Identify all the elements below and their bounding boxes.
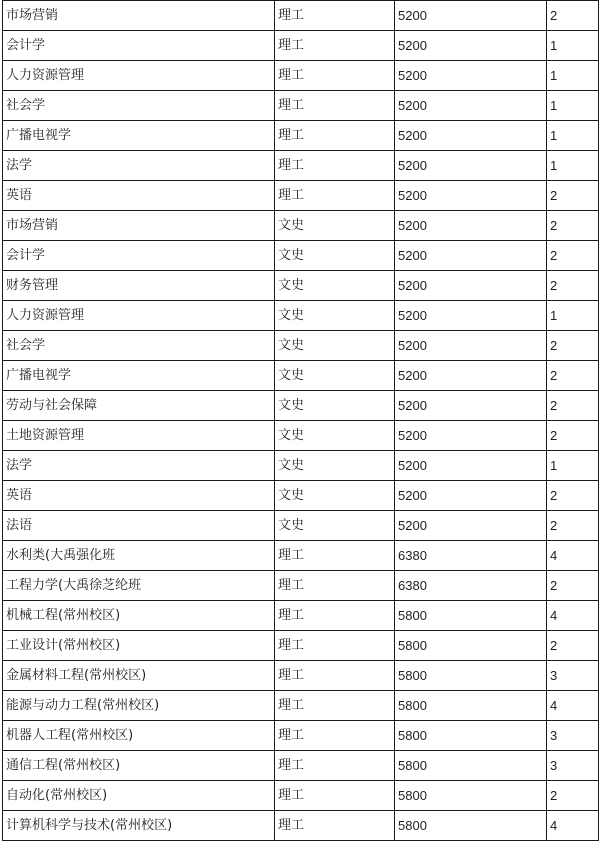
fee-cell: 5800 bbox=[395, 811, 547, 841]
count-cell: 1 bbox=[547, 31, 599, 61]
count-cell: 4 bbox=[547, 541, 599, 571]
count-cell: 2 bbox=[547, 181, 599, 211]
major-cell: 会计学 bbox=[3, 241, 275, 271]
table-row bbox=[3, 121, 599, 151]
category-cell: 文史 bbox=[275, 301, 395, 331]
major-cell: 法学 bbox=[3, 451, 275, 481]
count-cell: 2 bbox=[547, 631, 599, 661]
category-cell: 理工 bbox=[275, 31, 395, 61]
table-row bbox=[3, 241, 599, 271]
fee-cell: 5200 bbox=[395, 271, 547, 301]
table-row bbox=[3, 661, 599, 691]
category-cell: 理工 bbox=[275, 751, 395, 781]
count-cell: 2 bbox=[547, 211, 599, 241]
category-cell: 文史 bbox=[275, 361, 395, 391]
count-cell: 2 bbox=[547, 781, 599, 811]
major-cell: 人力资源管理 bbox=[3, 301, 275, 331]
major-cell: 土地资源管理 bbox=[3, 421, 275, 451]
major-cell: 财务管理 bbox=[3, 271, 275, 301]
fee-cell: 5800 bbox=[395, 631, 547, 661]
count-cell: 1 bbox=[547, 151, 599, 181]
category-cell: 文史 bbox=[275, 511, 395, 541]
count-cell: 4 bbox=[547, 811, 599, 841]
count-cell: 1 bbox=[547, 121, 599, 151]
table-row bbox=[3, 331, 599, 361]
count-cell: 3 bbox=[547, 721, 599, 751]
count-cell: 2 bbox=[547, 571, 599, 601]
fee-cell: 6380 bbox=[395, 541, 547, 571]
category-cell: 理工 bbox=[275, 1, 395, 31]
fee-cell: 5200 bbox=[395, 481, 547, 511]
category-cell: 理工 bbox=[275, 571, 395, 601]
fee-cell: 5800 bbox=[395, 721, 547, 751]
count-cell: 4 bbox=[547, 601, 599, 631]
count-cell: 2 bbox=[547, 241, 599, 271]
table-row bbox=[3, 1, 599, 31]
major-cell: 英语 bbox=[3, 481, 275, 511]
fee-cell: 6380 bbox=[395, 571, 547, 601]
count-cell: 2 bbox=[547, 1, 599, 31]
table-row bbox=[3, 571, 599, 601]
count-cell: 1 bbox=[547, 451, 599, 481]
fee-cell: 5200 bbox=[395, 331, 547, 361]
count-cell: 3 bbox=[547, 661, 599, 691]
count-cell: 1 bbox=[547, 61, 599, 91]
category-cell: 理工 bbox=[275, 91, 395, 121]
table-row bbox=[3, 391, 599, 421]
category-cell: 理工 bbox=[275, 601, 395, 631]
major-cell: 社会学 bbox=[3, 91, 275, 121]
major-cell: 水利类(大禹强化班 bbox=[3, 541, 275, 571]
table-row bbox=[3, 271, 599, 301]
category-cell: 理工 bbox=[275, 541, 395, 571]
major-cell: 工程力学(大禹徐芝纶班 bbox=[3, 571, 275, 601]
fee-cell: 5800 bbox=[395, 661, 547, 691]
table-row bbox=[3, 601, 599, 631]
major-cell: 英语 bbox=[3, 181, 275, 211]
major-cell: 法语 bbox=[3, 511, 275, 541]
count-cell: 4 bbox=[547, 691, 599, 721]
table-row bbox=[3, 511, 599, 541]
count-cell: 2 bbox=[547, 271, 599, 301]
major-cell: 法学 bbox=[3, 151, 275, 181]
table-row bbox=[3, 211, 599, 241]
count-cell: 1 bbox=[547, 301, 599, 331]
major-cell: 社会学 bbox=[3, 331, 275, 361]
fee-cell: 5200 bbox=[395, 451, 547, 481]
category-cell: 文史 bbox=[275, 421, 395, 451]
table-row bbox=[3, 361, 599, 391]
fee-cell: 5200 bbox=[395, 121, 547, 151]
category-cell: 文史 bbox=[275, 241, 395, 271]
count-cell: 2 bbox=[547, 331, 599, 361]
table-row bbox=[3, 151, 599, 181]
category-cell: 理工 bbox=[275, 181, 395, 211]
table-row bbox=[3, 451, 599, 481]
category-cell: 理工 bbox=[275, 811, 395, 841]
enrollment-table-body bbox=[3, 1, 599, 841]
fee-cell: 5200 bbox=[395, 31, 547, 61]
fee-cell: 5800 bbox=[395, 751, 547, 781]
count-cell: 1 bbox=[547, 91, 599, 121]
category-cell: 理工 bbox=[275, 691, 395, 721]
count-cell: 2 bbox=[547, 391, 599, 421]
major-cell: 通信工程(常州校区) bbox=[3, 751, 275, 781]
count-cell: 2 bbox=[547, 361, 599, 391]
count-cell: 2 bbox=[547, 481, 599, 511]
major-cell: 劳动与社会保障 bbox=[3, 391, 275, 421]
major-cell: 市场营销 bbox=[3, 1, 275, 31]
table-row bbox=[3, 751, 599, 781]
major-cell: 会计学 bbox=[3, 31, 275, 61]
fee-cell: 5200 bbox=[395, 211, 547, 241]
table-row bbox=[3, 181, 599, 211]
fee-cell: 5800 bbox=[395, 781, 547, 811]
category-cell: 理工 bbox=[275, 721, 395, 751]
major-cell: 广播电视学 bbox=[3, 121, 275, 151]
major-cell: 工业设计(常州校区) bbox=[3, 631, 275, 661]
category-cell: 文史 bbox=[275, 271, 395, 301]
major-cell: 金属材料工程(常州校区) bbox=[3, 661, 275, 691]
fee-cell: 5200 bbox=[395, 391, 547, 421]
count-cell: 2 bbox=[547, 421, 599, 451]
table-row bbox=[3, 61, 599, 91]
count-cell: 2 bbox=[547, 511, 599, 541]
fee-cell: 5200 bbox=[395, 151, 547, 181]
fee-cell: 5200 bbox=[395, 181, 547, 211]
fee-cell: 5200 bbox=[395, 91, 547, 121]
major-cell: 机器人工程(常州校区) bbox=[3, 721, 275, 751]
category-cell: 文史 bbox=[275, 481, 395, 511]
table-row bbox=[3, 421, 599, 451]
category-cell: 文史 bbox=[275, 331, 395, 361]
fee-cell: 5200 bbox=[395, 421, 547, 451]
category-cell: 理工 bbox=[275, 61, 395, 91]
table-row bbox=[3, 31, 599, 61]
category-cell: 文史 bbox=[275, 391, 395, 421]
category-cell: 理工 bbox=[275, 121, 395, 151]
table-row bbox=[3, 631, 599, 661]
table-row bbox=[3, 301, 599, 331]
category-cell: 理工 bbox=[275, 781, 395, 811]
category-cell: 理工 bbox=[275, 151, 395, 181]
table-row bbox=[3, 481, 599, 511]
fee-cell: 5800 bbox=[395, 691, 547, 721]
major-cell: 机械工程(常州校区) bbox=[3, 601, 275, 631]
major-cell: 市场营销 bbox=[3, 211, 275, 241]
major-cell: 能源与动力工程(常州校区) bbox=[3, 691, 275, 721]
table-row bbox=[3, 691, 599, 721]
category-cell: 理工 bbox=[275, 661, 395, 691]
fee-cell: 5200 bbox=[395, 241, 547, 271]
major-cell: 广播电视学 bbox=[3, 361, 275, 391]
category-cell: 文史 bbox=[275, 451, 395, 481]
enrollment-table bbox=[2, 0, 599, 841]
fee-cell: 5200 bbox=[395, 61, 547, 91]
fee-cell: 5200 bbox=[395, 1, 547, 31]
fee-cell: 5200 bbox=[395, 361, 547, 391]
count-cell: 3 bbox=[547, 751, 599, 781]
category-cell: 文史 bbox=[275, 211, 395, 241]
fee-cell: 5200 bbox=[395, 301, 547, 331]
fee-cell: 5800 bbox=[395, 601, 547, 631]
table-row bbox=[3, 721, 599, 751]
category-cell: 理工 bbox=[275, 631, 395, 661]
major-cell: 人力资源管理 bbox=[3, 61, 275, 91]
major-cell: 自动化(常州校区) bbox=[3, 781, 275, 811]
table-row bbox=[3, 781, 599, 811]
table-row bbox=[3, 541, 599, 571]
table-row bbox=[3, 91, 599, 121]
fee-cell: 5200 bbox=[395, 511, 547, 541]
table-row bbox=[3, 811, 599, 841]
major-cell: 计算机科学与技术(常州校区) bbox=[3, 811, 275, 841]
